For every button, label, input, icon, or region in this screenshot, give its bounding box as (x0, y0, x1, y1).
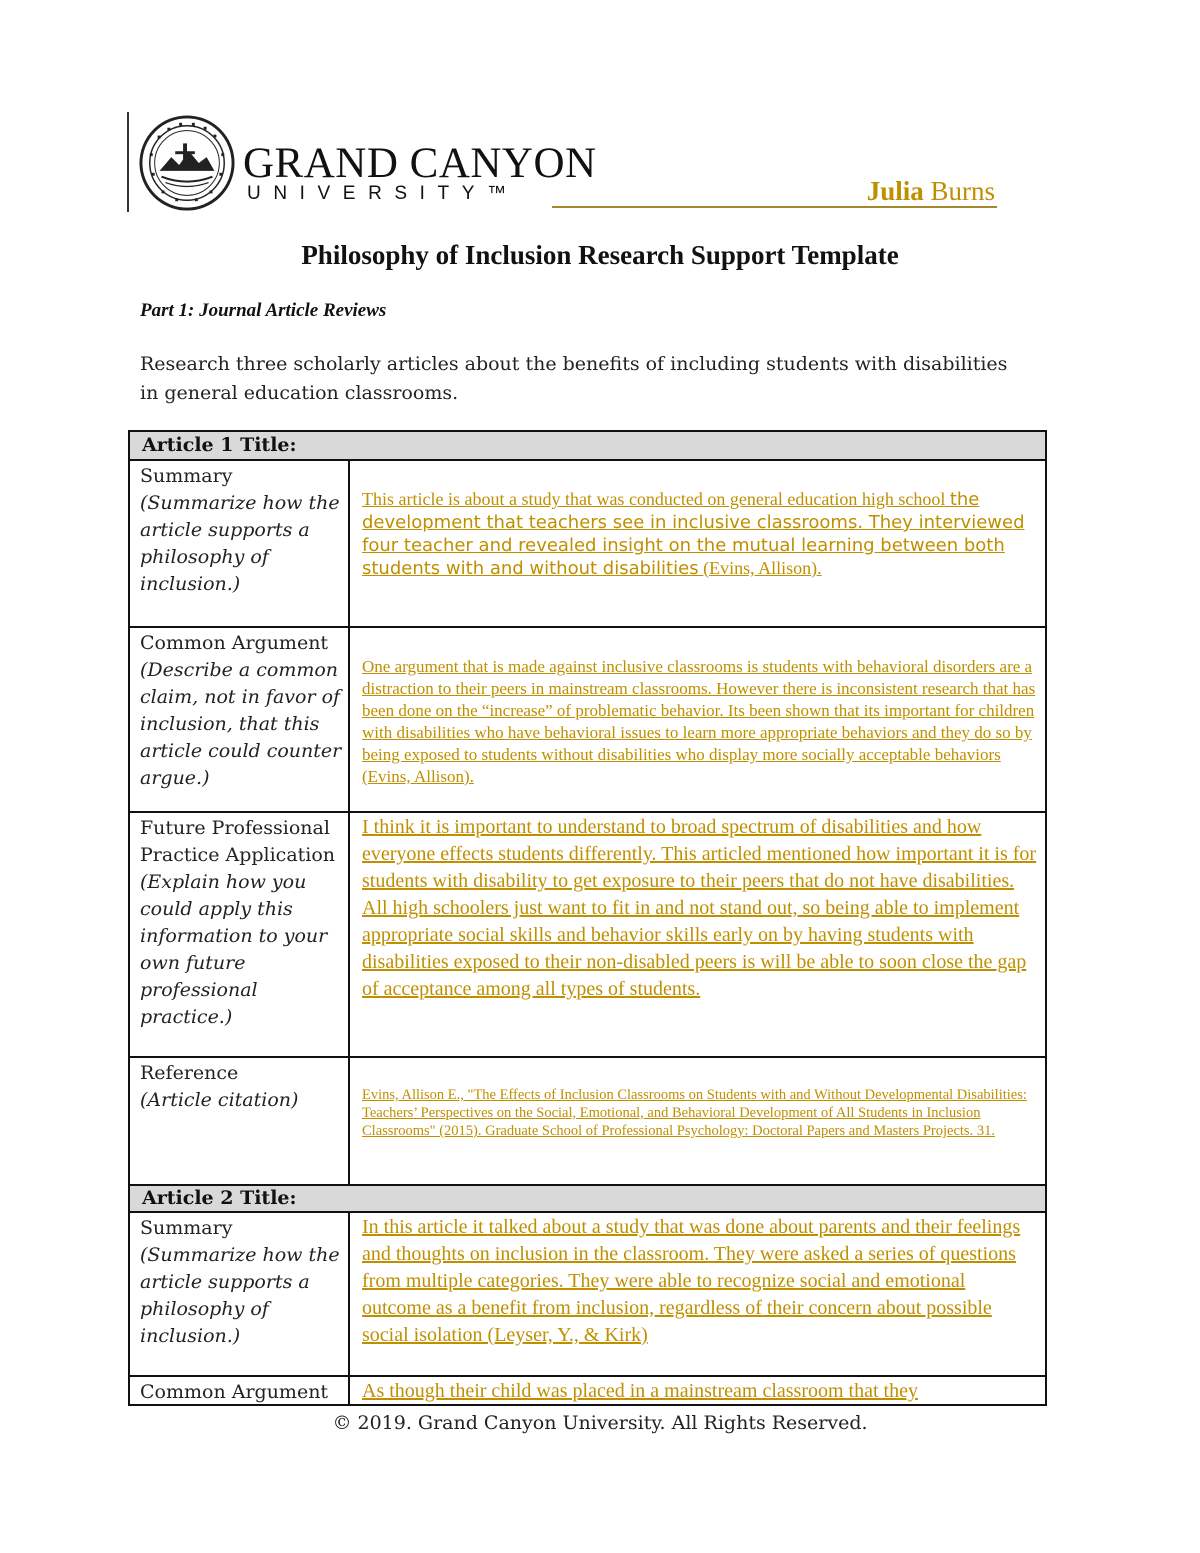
article-1-practice-label-cell (130, 813, 350, 1056)
row-hint: (Explain how you could apply this information to your own future professional practice.) (140, 871, 328, 1028)
document-title: Philosophy of Inclusion Research Support Template (301, 240, 899, 270)
article-1-title-row (130, 432, 1045, 461)
student-last-name: Burns (923, 176, 995, 206)
university-logo-subtitle: UNIVERSITY™ (247, 183, 519, 204)
article-1-summary-row (130, 461, 1045, 628)
student-name-field (552, 178, 997, 208)
copyright-footer: © 2019. Grand Canyon University. All Rights Reserved. (332, 1412, 868, 1434)
summary-content-part-c: (Evins, Allison). (698, 558, 822, 578)
row-label: Future Professional Practice Application (140, 817, 336, 866)
article-2-argument-content: As though their child was placed in a mainstream classroom that they (362, 1380, 918, 1402)
article-2-title-label: Article 2 Title: (142, 1187, 297, 1209)
article-1-future-practice-row (130, 813, 1045, 1058)
intro-paragraph: Research three scholarly articles about the benefits of including students with disabilities in general education classrooms. (140, 353, 1008, 404)
row-hint: (Summarize how the article supports a philosophy of inclusion.) (140, 1244, 340, 1347)
article-2-common-argument-row (130, 1377, 1045, 1406)
row-hint: (Summarize how the article supports a philosophy of inclusion.) (140, 492, 340, 595)
article-2-argument-label-cell (130, 1377, 350, 1406)
article-review-table (128, 430, 1047, 1406)
header-divider (127, 112, 129, 212)
article-1-argument-label-cell (130, 628, 350, 811)
summary-content-part-a: This article is about a study that was conducted on general education high school (362, 489, 950, 509)
article-1-common-argument-row (130, 628, 1045, 813)
article-1-reference-label-cell (130, 1058, 350, 1184)
article-1-argument-content: One argument that is made against inclusive classrooms is students with behavioral disorders are a distraction to their peers in mainstream classrooms. However there is inconsistent research that has been done on the “increase” of problematic behavior. Its been shown that its important for children with disabilities who have behavioral issues to learn more appropriate behaviors and they do so by being exposed to students without disabilities who display more socially acceptable behaviors (Evins, Allison). (362, 657, 1036, 786)
university-seal-icon (138, 114, 236, 212)
row-label: Common Argument (140, 1381, 329, 1403)
student-first-name: Julia (866, 176, 924, 206)
article-2-summary-label-cell (130, 1213, 350, 1375)
part-heading: Part 1: Journal Article Reviews (140, 300, 387, 321)
row-hint: (Describe a common claim, not in favor of inclusion, that this article could counter argue.) (140, 659, 342, 789)
article-2-summary-content: In this article it talked about a study that was done about parents and their feelings and thoughts on inclusion in the classroom. They were asked a series of questions from multiple categories. They were able to recognize social and emotional outcome as a benefit from inclusion, regardless of their concern about possible social isolation (Leyser, Y., & Kirk) (362, 1216, 1021, 1346)
article-1-reference-content: Evins, Allison E., "The Effects of Inclusion Classrooms on Students with and Without Developmental Disabilities: Teachers’ Perspectives on the Social, Emotional, and Behavioral Development of All Students in Inclusion Classrooms" (2015). Graduate School of Professional Psychology: Doctoral Papers and Masters Projects. 31. (362, 1087, 1027, 1139)
university-logo-wordmark: GRAND CANYON (243, 140, 597, 187)
row-label: Reference (140, 1062, 239, 1084)
article-1-summary-content (362, 488, 1038, 580)
row-label: Common Argument (140, 632, 329, 654)
row-hint: (Article citation) (140, 1089, 299, 1111)
article-2-title-row (130, 1186, 1045, 1213)
summary-content-part-b: the development that teachers see in inclusive classrooms. They interviewed four teacher and revealed insight on the mutual learning between both students with and without disabilities (362, 489, 1025, 579)
article-2-summary-row (130, 1213, 1045, 1377)
article-1-title-label: Article 1 Title: (142, 434, 297, 456)
row-label: Summary (140, 1217, 233, 1239)
row-label: Summary (140, 465, 233, 487)
article-1-reference-row (130, 1058, 1045, 1186)
article-1-summary-label-cell (130, 461, 350, 626)
article-1-practice-content: I think it is important to understand to broad spectrum of disabilities and how everyone effects students differently. This articled mentioned how important it is for students with disability to get exposure to their peers that do not have disabilities. All high schoolers just want to fit in and not stand out, so being able to implement appropriate social skills and behavior skills early on by having students with disabilities exposed to their non-disabled peers is will be able to soon close the gap of acceptance among all types of students. (362, 816, 1037, 1000)
